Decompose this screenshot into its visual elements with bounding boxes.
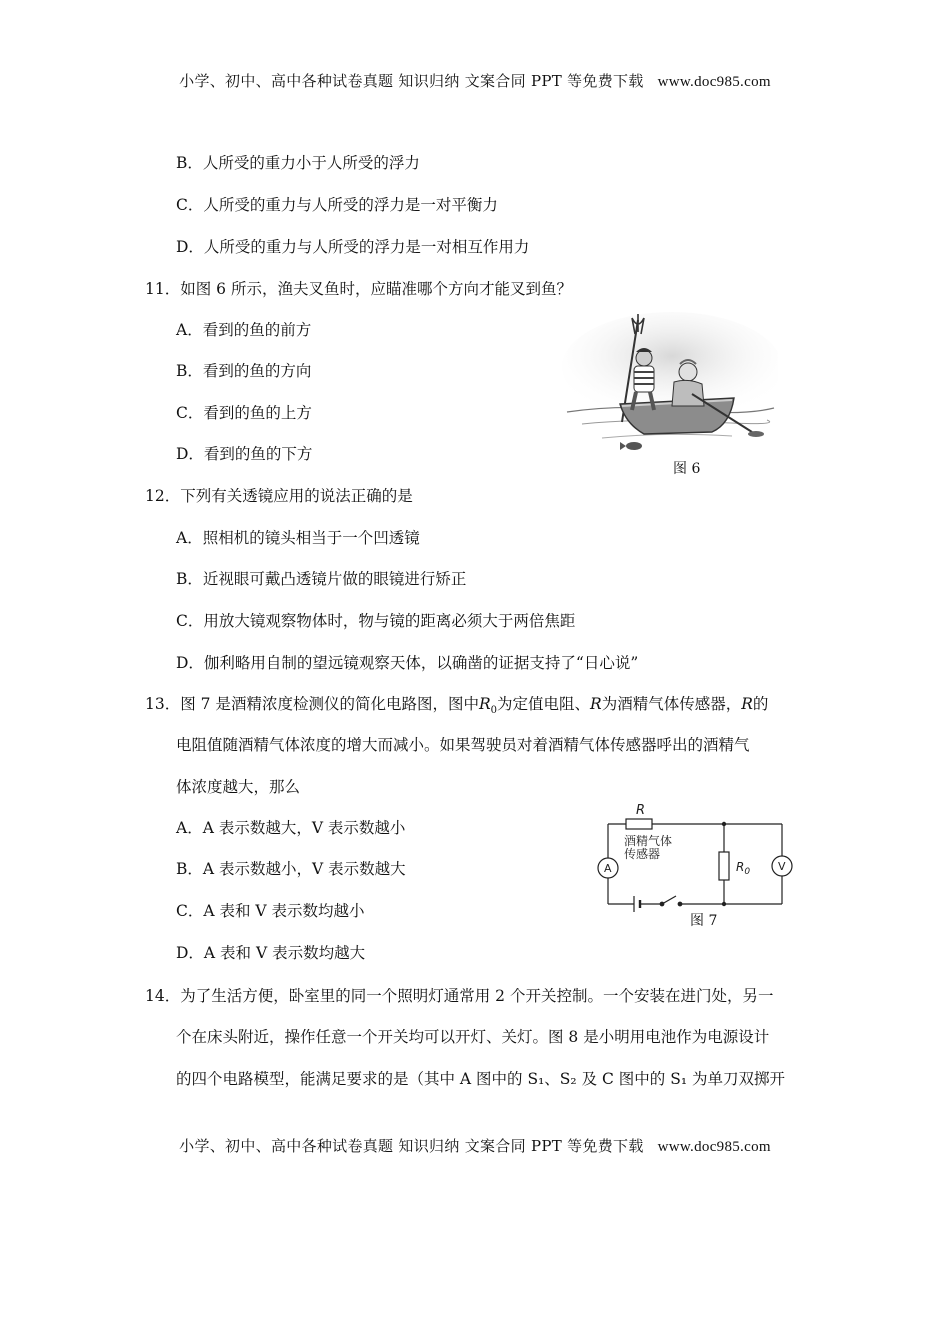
figure-7-circuit-diagram	[596, 800, 796, 920]
q13-r-symbol-2: R	[741, 695, 753, 713]
q11-option-c: C．看到的鱼的上方	[176, 404, 312, 422]
figure-6-fisherman-illustration	[562, 312, 778, 458]
q13-r0-symbol: R	[478, 695, 491, 713]
voltmeter-label: V	[778, 860, 786, 873]
q11-stem: 11．如图 6 所示，渔夫叉鱼时，应瞄准哪个方向才能叉到鱼？	[145, 280, 572, 298]
q13-option-c: C．A 表和 V 表示数均越小	[176, 902, 365, 920]
q13-option-b: B．A 表示数越小，V 表示数越大	[176, 860, 406, 878]
q12-option-b: B．近视眼可戴凸透镜片做的眼镜进行矫正	[176, 570, 467, 588]
q12-option-c: C．用放大镜观察物体时，物与镜的距离必须大于两倍焦距	[176, 612, 576, 630]
circuit-r0-subscript: 0	[744, 867, 751, 877]
q13-stem-mid: 为定值电阻、	[497, 695, 591, 713]
q10-option-d: D．人所受的重力与人所受的浮力是一对相互作用力	[176, 238, 530, 256]
q13-r-symbol: R	[590, 695, 602, 713]
q13-stem-line2: 电阻值随酒精气体浓度的增大而减小。如果驾驶员对着酒精气体传感器呼出的酒精气	[176, 736, 750, 754]
q14-stem-line1: 14．为了生活方便，卧室里的同一个照明灯通常用 2 个开关控制。一个安装在进门处，另一	[145, 987, 774, 1005]
footer-text: 小学、初中、高中各种试卷真题 知识归纳 文案合同 PPT 等免费下载	[179, 1137, 644, 1155]
q12-option-d: D．伽利略用自制的望远镜观察天体，以确凿的证据支持了“日心说”	[176, 654, 639, 672]
page-footer	[0, 1135, 950, 1156]
header-url[interactable]: www.doc985.com	[657, 74, 771, 90]
q13-stem-mid2: 为酒精气体传感器，	[601, 695, 742, 713]
sensor-resistor-r	[626, 819, 652, 829]
q11-option-d: D．看到的鱼的下方	[176, 445, 313, 463]
q12-stem: 12．下列有关透镜应用的说法正确的是	[145, 487, 413, 505]
ammeter-label: A	[604, 862, 612, 875]
q11-option-b: B．看到的鱼的方向	[176, 362, 312, 380]
footer-url[interactable]: www.doc985.com	[657, 1139, 771, 1155]
q13-stem-line1	[145, 693, 768, 722]
q12-option-a: A．照相机的镜头相当于一个凹透镜	[176, 529, 420, 547]
circuit-r0-letter: R	[736, 860, 745, 874]
q13-option-a: A．A 表示数越大，V 表示数越小	[176, 819, 406, 837]
q13-option-d: D．A 表和 V 表示数均越大	[176, 944, 366, 962]
q13-stem-pre: 13．图 7 是酒精浓度检测仪的简化电路图，图中	[145, 695, 479, 713]
header-text: 小学、初中、高中各种试卷真题 知识归纳 文案合同 PPT 等免费下载	[179, 72, 644, 90]
q14-stem-line3: 的四个电路模型，能满足要求的是（其中 A 图中的 S₁、S₂ 及 C 图中的 S₁ 为单刀双掷开	[176, 1070, 785, 1088]
circuit-r-label: R	[636, 803, 646, 818]
fixed-resistor-r0	[719, 852, 729, 880]
q11-option-a: A．看到的鱼的前方	[176, 321, 312, 339]
q13-stem-post: 的	[752, 695, 769, 713]
q10-option-c: C．人所受的重力与人所受的浮力是一对平衡力	[176, 196, 498, 214]
circuit-sensor-label-line1: 酒精气体	[624, 834, 673, 848]
switch-blade	[662, 896, 676, 904]
circuit-sensor-label-line2: 传感器	[624, 847, 661, 861]
q13-stem-line3: 体浓度越大，那么	[176, 778, 301, 796]
page-header	[0, 70, 950, 91]
q14-stem-line2: 个在床头附近，操作任意一个开关均可以开灯、关灯。图 8 是小明用电池作为电源设计	[176, 1028, 770, 1046]
circuit-r0-label	[736, 860, 750, 877]
q10-option-b: B．人所受的重力小于人所受的浮力	[176, 154, 420, 172]
figure-7-caption: 图 7	[690, 913, 718, 929]
figure-6-caption: 图 6	[673, 461, 701, 477]
q13-r0-subscript: 0	[490, 705, 497, 717]
